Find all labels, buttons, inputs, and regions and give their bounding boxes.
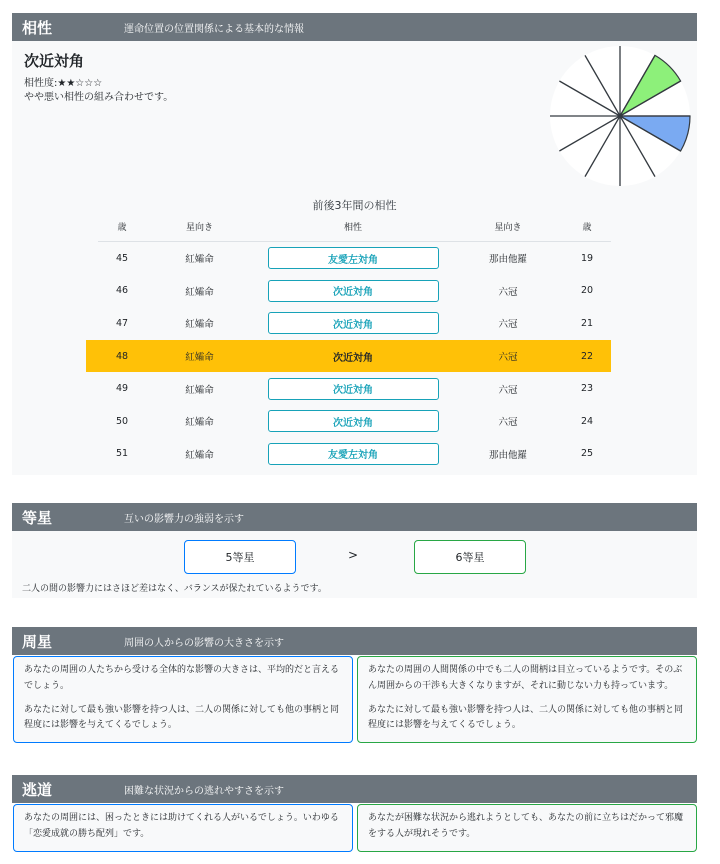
age-left: 50 — [115, 415, 129, 427]
surround-header — [12, 627, 697, 655]
table-row — [98, 242, 611, 275]
surround-right-text-1: あなたの周囲の人間関係の中でも二人の間柄は目立っているようです。そのぶん周囲からの干渉も大きくなりますが、それに動じない力も持っています。 — [368, 665, 683, 691]
compat-table — [98, 211, 611, 470]
surround-header-subtitle: 周囲の人からの影響の大きさを示す — [124, 637, 284, 649]
star-right: 六冠 — [498, 417, 518, 429]
compat-name: 次近対角 — [24, 52, 85, 70]
position-pie-chart — [549, 45, 691, 187]
table-row — [98, 307, 611, 340]
surround-right-text-2: あなたに対して最も強い影響を持つ人は、二人の関係に対しても他の事柄と同程度には影響を与えてくるでしょう。 — [368, 704, 684, 731]
relation-button[interactable]: 友愛左対角 — [268, 443, 439, 465]
relation-label-current: 次近対角 — [333, 352, 373, 364]
star-left: 紅孀命 — [185, 384, 214, 396]
escape-card-right — [357, 804, 697, 852]
header-star-2: 星向き — [494, 222, 522, 233]
age-right: 20 — [580, 285, 594, 297]
equal-star-header-subtitle: 互いの影響力の強弱を示す — [124, 513, 244, 525]
escape-header-subtitle: 困難な状況からの逃れやすさを示す — [124, 785, 284, 797]
star-right: 六冠 — [498, 319, 518, 331]
header-age-2: 歳 — [582, 222, 592, 233]
relation-button[interactable]: 次近対角 — [268, 378, 439, 400]
compat-rating: 相性度:★★☆☆☆ — [24, 78, 103, 89]
escape-left-text: あなたの周囲には、困ったときには助けてくれる人がいるでしょう。いわゆる「恋愛成就の勝ち配列」です。 — [24, 813, 339, 839]
star-left: 紅孀命 — [185, 319, 214, 331]
age-right: 21 — [580, 317, 594, 329]
table-row — [98, 438, 611, 471]
pie-svg — [549, 45, 691, 187]
star-right: 六冠 — [498, 352, 518, 364]
age-left: 47 — [115, 317, 129, 329]
age-right: 25 — [580, 448, 594, 460]
compat-panel — [12, 41, 697, 475]
header-relation: 相性 — [343, 222, 362, 233]
age-left: 49 — [115, 383, 129, 395]
age-right: 19 — [580, 252, 594, 264]
relation-button[interactable]: 友愛左対角 — [268, 247, 439, 269]
age-right: 22 — [580, 350, 594, 362]
header-star-1: 星向き — [185, 222, 213, 233]
star-left: 紅孀命 — [185, 417, 214, 429]
star-right: 那由他羅 — [488, 254, 527, 266]
table-row-current — [86, 340, 611, 373]
table-row — [98, 405, 611, 438]
star-right: 六冠 — [498, 286, 518, 298]
table-row — [98, 372, 611, 405]
equal-star-description: 二人の間の影響力にはさほど差はなく、バランスが保たれているようです。 — [22, 584, 327, 594]
comparison-operator: > — [348, 548, 359, 562]
surround-card-left — [13, 656, 353, 743]
escape-right-text: あなたが困難な状況から逃れようとしても、あなたの前に立ちはだかって邪魔をする人が現れそうです。 — [368, 813, 684, 839]
star-left: 紅孀命 — [185, 449, 214, 461]
surround-card-right — [357, 656, 697, 743]
escape-card-left — [13, 804, 353, 852]
star-right: 那由他羅 — [488, 449, 527, 461]
header-age-1: 歳 — [117, 222, 127, 233]
age-left: 48 — [115, 350, 129, 362]
equal-star-header-title: 等星 — [22, 508, 53, 527]
partner-star-box: 6等星 — [414, 540, 526, 574]
equal-star-panel — [12, 531, 697, 598]
compat-header-title: 相性 — [22, 18, 53, 37]
star-right: 六冠 — [498, 384, 518, 396]
relation-button[interactable]: 次近対角 — [268, 410, 439, 432]
star-left: 紅孀命 — [185, 286, 214, 298]
surround-left-text-1: あなたの周囲の人たちから受ける全体的な影響の大きさは、平均的だと言えるでしょう。 — [24, 665, 340, 691]
age-right: 23 — [580, 383, 594, 395]
compat-header — [12, 13, 697, 41]
escape-header — [12, 775, 697, 803]
surround-header-title: 周星 — [22, 632, 53, 651]
compat-description: やや悪い相性の組み合わせです。 — [24, 92, 174, 103]
age-left: 46 — [115, 285, 129, 297]
equal-star-header — [12, 503, 697, 531]
relation-button[interactable]: 次近対角 — [268, 280, 439, 302]
table-row — [98, 275, 611, 308]
age-right: 24 — [580, 415, 594, 427]
star-left: 紅孀命 — [185, 352, 214, 364]
compat-header-subtitle: 運命位置の位置関係による基本的な情報 — [124, 23, 304, 35]
surround-left-text-2: あなたに対して最も強い影響を持つ人は、二人の関係に対しても他の事柄と同程度には影響を与えてくるでしょう。 — [24, 704, 340, 731]
escape-header-title: 逃道 — [22, 780, 53, 799]
age-left: 51 — [115, 448, 129, 460]
my-star-box: 5等星 — [184, 540, 296, 574]
star-left: 紅孀命 — [185, 254, 214, 266]
age-left: 45 — [115, 252, 129, 264]
relation-button[interactable]: 次近対角 — [268, 312, 439, 334]
table-header — [98, 211, 611, 242]
table-title: 前後3年間の相性 — [312, 199, 397, 212]
